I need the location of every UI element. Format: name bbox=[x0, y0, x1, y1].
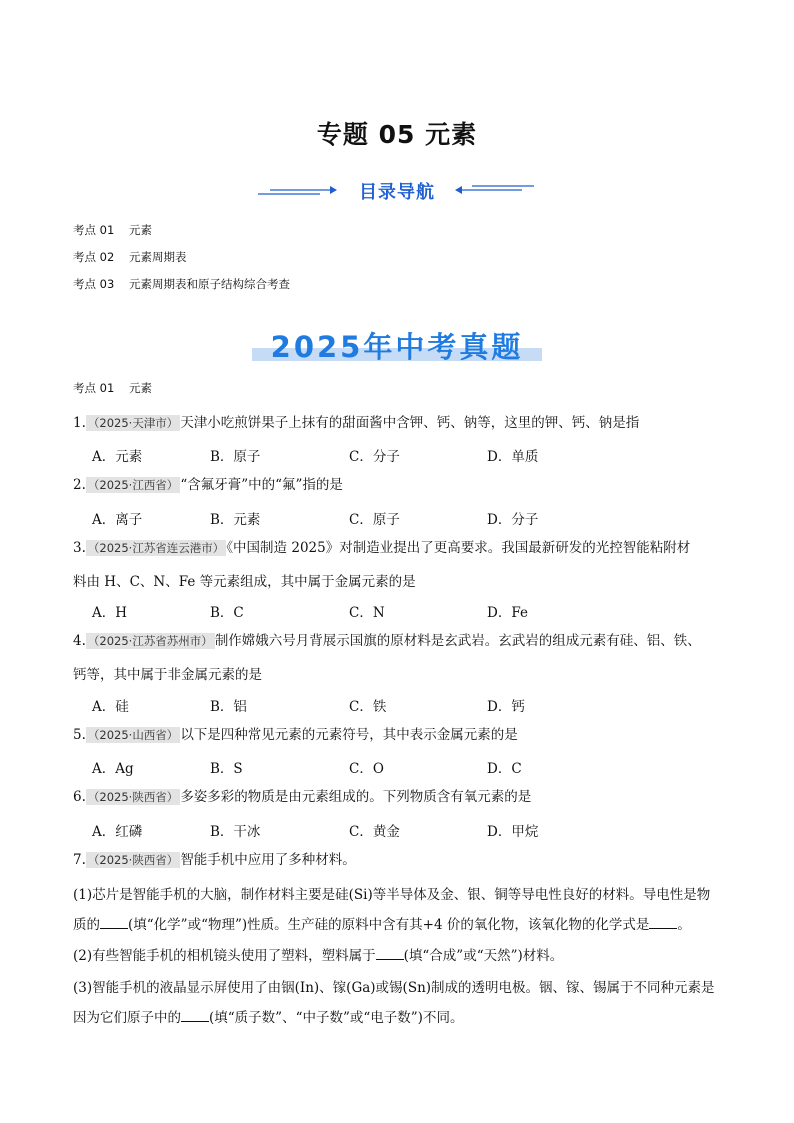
toc-key: 考点 02 bbox=[73, 250, 115, 264]
question-text: 制作嫦娥六号月背展示国旗的原材料是玄武岩。玄武岩的组成元素有硅、铝、铁、 bbox=[214, 633, 701, 649]
option-c[interactable]: C．原子 bbox=[349, 512, 400, 528]
section-label: 元素 bbox=[129, 381, 152, 395]
question-text: 《中国制造 2025》对制造业提出了更高要求。我国最新研发的光控智能粘附材 bbox=[226, 540, 691, 556]
option-d[interactable]: D．单质 bbox=[487, 449, 539, 465]
document-title: 专题 05 元素 bbox=[316, 120, 478, 149]
question-text-continued: 料由 H、C、N、Fe 等元素组成，其中属于金属元素的是 bbox=[73, 574, 416, 590]
toc-heading bbox=[0, 176, 794, 206]
toc-label: 元素周期表 bbox=[129, 250, 187, 264]
section-heading bbox=[73, 380, 152, 396]
question-text-continued: 钙等，其中属于非金属元素的是 bbox=[73, 667, 262, 683]
subquestion-1-text: (1)芯片是智能手机的大脑，制作材料主要是硅(Si)等半导体及金、银、铜等导电性良好的材料。导电性是物 bbox=[73, 887, 711, 903]
question-2 bbox=[73, 475, 733, 495]
question-4 bbox=[73, 631, 733, 651]
subquestion-3-continued bbox=[73, 1006, 463, 1026]
option-b[interactable]: B．干冰 bbox=[210, 824, 261, 840]
question-text: “含氟牙膏”中的“氟”指的是 bbox=[180, 477, 343, 493]
question-text: 天津小吃煎饼果子上抹有的甜面酱中含钾、钙、钠等，这里的钾、钙、钠是指 bbox=[180, 415, 640, 431]
text-fragment: (2)有些智能手机的相机镜头使用了塑料，塑料属于 bbox=[73, 948, 376, 964]
text-fragment: 。 bbox=[677, 917, 691, 933]
option-c[interactable]: C．铁 bbox=[349, 699, 387, 715]
subquestion-3-text: (3)智能手机的液晶显示屏使用了由铟(In)、镓(Ga)或锡(Sn)制成的透明电极。铟、镓、锡属于不同种元素是 bbox=[73, 980, 715, 996]
toc-key: 考点 01 bbox=[73, 223, 115, 237]
question-text: 以下是四种常见元素的元素符号，其中表示金属元素的是 bbox=[180, 727, 518, 743]
question-number: 2. bbox=[73, 477, 86, 493]
text-fragment: 因为它们原子中的 bbox=[73, 1010, 181, 1026]
banner-text: 2025年中考真题 bbox=[270, 330, 524, 364]
option-b[interactable]: B．S bbox=[210, 761, 243, 777]
question-number: 5. bbox=[73, 727, 86, 743]
option-c[interactable]: C．N bbox=[349, 605, 385, 621]
option-d[interactable]: D．C bbox=[487, 761, 522, 777]
toc-key: 考点 03 bbox=[73, 277, 115, 291]
question-source: （2025·天津市） bbox=[87, 416, 179, 430]
question-source: （2025·陕西省） bbox=[87, 790, 179, 804]
toc-heading-text: 目录导航 bbox=[359, 182, 435, 203]
answer-blank[interactable] bbox=[649, 914, 677, 929]
toc-item[interactable] bbox=[73, 276, 290, 292]
question-number: 6. bbox=[73, 789, 86, 805]
option-b[interactable]: B．元素 bbox=[210, 512, 261, 528]
question-6 bbox=[73, 787, 733, 807]
option-d[interactable]: D．Fe bbox=[487, 605, 528, 621]
option-d[interactable]: D．钙 bbox=[487, 699, 525, 715]
text-fragment: (填“化学”或“物理”)性质。生产硅的原料中含有其+4 价的氧化物，该氧化物的化学式是 bbox=[128, 917, 650, 933]
option-d[interactable]: D．甲烷 bbox=[487, 824, 539, 840]
question-source: （2025·江西省） bbox=[87, 478, 179, 492]
option-b[interactable]: B．原子 bbox=[210, 449, 261, 465]
option-c[interactable]: C．分子 bbox=[349, 449, 400, 465]
option-b[interactable]: B．铝 bbox=[210, 699, 247, 715]
question-number: 1. bbox=[73, 415, 86, 431]
question-text: 智能手机中应用了多种材料。 bbox=[180, 852, 356, 868]
question-number: 3. bbox=[73, 540, 86, 556]
section-key: 考点 01 bbox=[73, 381, 115, 395]
toc-label: 元素 bbox=[129, 223, 152, 237]
option-d[interactable]: D．分子 bbox=[487, 512, 539, 528]
subquestion-2-text bbox=[73, 944, 563, 964]
answer-blank[interactable] bbox=[376, 945, 404, 960]
toc-item[interactable] bbox=[73, 249, 187, 265]
option-a[interactable]: A．元素 bbox=[92, 449, 143, 465]
question-source: （2025·山西省） bbox=[87, 728, 179, 742]
answer-blank[interactable] bbox=[100, 914, 128, 929]
option-a[interactable]: A．离子 bbox=[92, 512, 143, 528]
question-source: （2025·江苏省连云港市） bbox=[87, 541, 225, 555]
question-5 bbox=[73, 725, 733, 745]
answer-blank[interactable] bbox=[181, 1007, 209, 1022]
question-3 bbox=[73, 538, 733, 558]
question-source: （2025·江苏省苏州市） bbox=[87, 634, 213, 648]
option-a[interactable]: A．Ag bbox=[92, 761, 134, 777]
toc-item[interactable] bbox=[73, 222, 152, 238]
question-7 bbox=[73, 850, 733, 870]
option-a[interactable]: A．红磷 bbox=[92, 824, 143, 840]
option-c[interactable]: C．O bbox=[349, 761, 384, 777]
option-a[interactable]: A．硅 bbox=[92, 699, 129, 715]
toc-label: 元素周期表和原子结构综合考查 bbox=[129, 277, 290, 291]
option-c[interactable]: C．黄金 bbox=[349, 824, 400, 840]
question-text: 多姿多彩的物质是由元素组成的。下列物质含有氧元素的是 bbox=[180, 789, 532, 805]
question-source: （2025·陕西省） bbox=[87, 853, 179, 867]
question-number: 7. bbox=[73, 852, 86, 868]
text-fragment: (填“合成”或“天然”)材料。 bbox=[403, 948, 564, 964]
subquestion-1-continued bbox=[73, 913, 691, 933]
text-fragment: 质的 bbox=[73, 917, 100, 933]
option-a[interactable]: A．H bbox=[92, 605, 128, 621]
section-banner bbox=[250, 325, 544, 363]
question-1 bbox=[73, 413, 733, 433]
option-b[interactable]: B．C bbox=[210, 605, 244, 621]
text-fragment: (填“质子数”、“中子数”或“电子数”)不同。 bbox=[209, 1010, 464, 1026]
question-number: 4. bbox=[73, 633, 86, 649]
